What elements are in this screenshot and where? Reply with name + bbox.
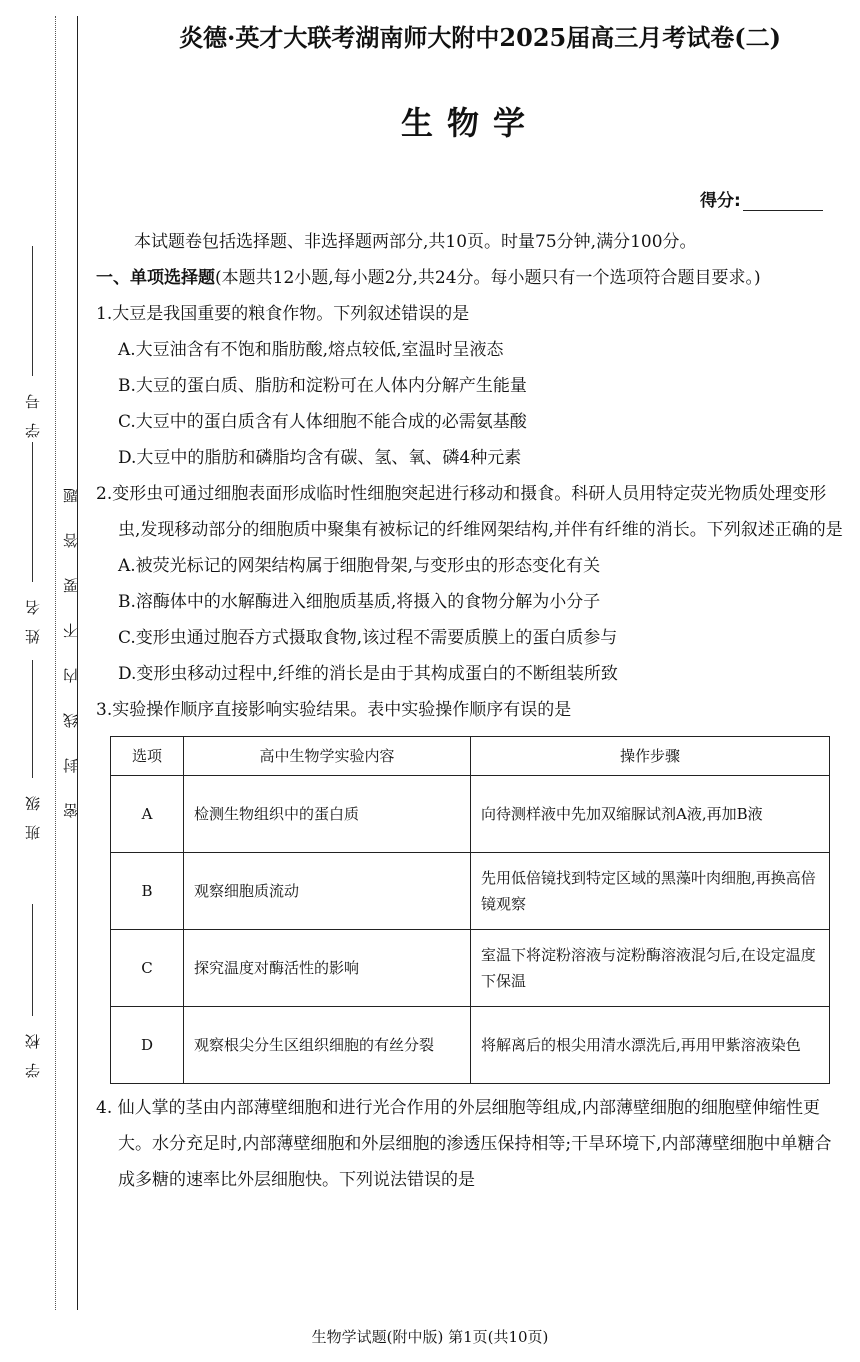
question-1-stem: 1.大豆是我国重要的粮食作物。下列叙述错误的是 [96,304,470,324]
question-2-option-c: C.变形虫通过胞吞方式摄取食物,该过程不需要质膜上的蛋白质参与 [118,628,618,648]
question-3-stem: 3.实验操作顺序直接影响实验结果。表中实验操作顺序有误的是 [96,700,572,720]
binding-margin [0,0,90,1362]
question-2-option-b: B.溶酶体中的水解酶进入细胞质基质,将摄入的食物分解为小分子 [118,592,601,612]
table-cell-steps: 将解离后的根尖用清水漂洗后,再用甲紫溶液染色 [471,1007,830,1084]
table-cell-content: 检测生物组织中的蛋白质 [184,776,471,853]
question-2-stem: 2.变形虫可通过细胞表面形成临时性细胞突起进行移动和摄食。科研人员用特定荧光物质处理变形虫,发现移动部分的细胞质中聚集有被标记的纤维网架结构,并伴有纤维的消长。下列叙述正确的是 [96,484,843,540]
table-row [111,853,830,930]
question-1-option-b: B.大豆的蛋白质、脂肪和淀粉可在人体内分解产生能量 [118,376,527,396]
table-cell-content: 观察根尖分生区组织细胞的有丝分裂 [184,1007,471,1084]
question-1-option-a: A.大豆油含有不饱和脂肪酸,熔点较低,室温时呈液态 [118,340,504,360]
table-cell-steps: 先用低倍镜找到特定区域的黑藻叶肉细胞,再换高倍镜观察 [471,853,830,930]
experiment-table [110,736,830,1084]
school-underline [32,904,33,1016]
name-underline [32,442,33,582]
class-underline [32,660,33,778]
school-label: 学校 [23,1020,42,1078]
binding-line [77,16,78,1310]
subject-title: 生物学 [400,104,539,142]
question-4-stem: 4. 仙人掌的茎由内部薄壁细胞和进行光合作用的外层细胞等组成,内部薄壁细胞的细胞壁伸缩性更大。水分充足时,内部薄壁细胞和外层细胞的渗透压保持相等;干旱环境下,内部薄壁细胞中单糖合成多糖的速率比外层细胞快。下列说法错误的是 [96,1098,832,1190]
student-id-label: 学号 [23,380,42,438]
score-label: 得分: [700,191,741,211]
table-header-cell: 高中生物学实验内容 [184,737,471,776]
score-field [700,186,823,211]
table-cell-steps: 室温下将淀粉溶液与淀粉酶溶液混匀后,在设定温度下保温 [471,930,830,1007]
exam-content [96,224,844,1198]
student-id-field [22,242,42,438]
seal-warning: 密封线内不要答题 [62,458,80,818]
table-header-cell: 操作步骤 [471,737,830,776]
section-title: 一、单项选择题 [96,268,215,288]
question-2-option-d: D.变形虫移动过程中,纤维的消长是由于其构成蛋白的不断组装所致 [118,664,618,684]
section-heading [96,260,844,296]
table-cell-option: C [111,930,184,1007]
table-cell-option: B [111,853,184,930]
page-footer: 生物学试题(附中版) 第1页(共10页) [311,1328,549,1346]
seal-dotted-line [55,16,56,1310]
question-2-option-a: A.被荧光标记的网架结构属于细胞骨架,与变形虫的形态变化有关 [118,556,601,576]
student-id-underline [32,246,33,376]
name-field [22,438,42,644]
question-1-option-c: C.大豆中的蛋白质含有人体细胞不能合成的必需氨基酸 [118,412,527,432]
table-row [111,1007,830,1084]
table-cell-content: 探究温度对酶活性的影响 [184,930,471,1007]
school-field [22,900,42,1078]
section-note: (本题共12小题,每小题2分,共24分。每小题只有一个选项符合题目要求。) [215,268,761,288]
name-label: 姓名 [23,586,42,644]
table-cell-option: D [111,1007,184,1084]
table-header-row [111,737,830,776]
exam-intro: 本试题卷包括选择题、非选择题两部分,共10页。时量75分钟,满分100分。 [134,232,697,252]
table-cell-steps: 向待测样液中先加双缩脲试剂A液,再加B液 [471,776,830,853]
question-1-option-d: D.大豆中的脂肪和磷脂均含有碳、氢、氧、磷4种元素 [118,448,522,468]
table-header-cell: 选项 [111,737,184,776]
table-cell-content: 观察细胞质流动 [184,853,471,930]
exam-title: 炎德·英才大联考湖南师大附中2025届高三月考试卷(二) [179,23,781,52]
table-cell-option: A [111,776,184,853]
table-row [111,930,830,1007]
table-row [111,776,830,853]
class-label: 班级 [23,782,42,840]
class-field [22,656,42,840]
score-blank[interactable] [743,192,823,211]
